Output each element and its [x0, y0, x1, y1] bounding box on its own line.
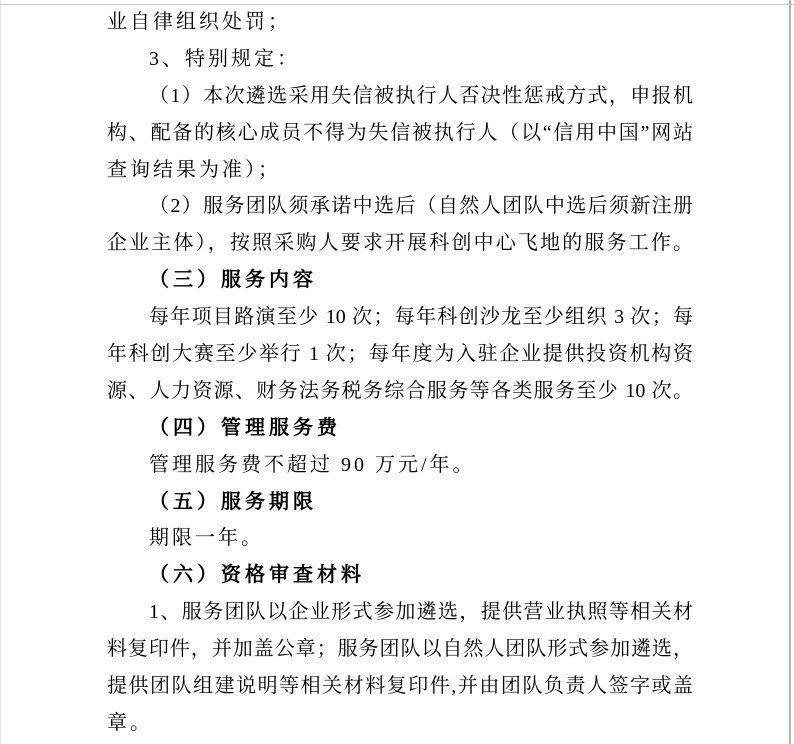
text-line: 料复印件，并加盖公章；服务团队以自然人团队形式参加遴选， — [107, 638, 693, 661]
text-line: 构、配备的核心成员不得为失信被执行人（以“信用中国”网站 — [107, 121, 693, 144]
page-left-edge — [0, 0, 1, 744]
text-line: 章。 — [107, 711, 153, 734]
text-line: 业自律组织处罚； — [107, 11, 291, 33]
text-line: 3、特别规定： — [149, 47, 300, 70]
page-right-edge — [789, 0, 791, 744]
heading-qualification-materials: （六）资格审查材料 — [149, 564, 365, 587]
text-line: 1、服务团队以企业形式参加遴选，提供营业执照等相关材 — [149, 601, 693, 624]
text-line: 企业主体），按照采购人要求开展科创中心飞地的服务工作。 — [107, 232, 693, 255]
text-line: （2）服务团队须承诺中选后（自然人团队中选后须新注册 — [149, 195, 693, 218]
text-line: （1）本次遴选采用失信被执行人否决性惩戒方式，申报机 — [149, 84, 693, 107]
heading-management-fee: （四）管理服务费 — [149, 416, 341, 439]
text-line: 源、人力资源、财务法务税务综合服务等各类服务至少 10 次。 — [107, 379, 693, 402]
text-line: 提供团队组建说明等相关材料复印件,并由团队负责人签字或盖 — [107, 675, 693, 698]
document-content — [107, 4, 693, 742]
text-line: 每年项目路演至少 10 次；每年科创沙龙至少组织 3 次；每 — [149, 306, 693, 329]
heading-service-content: （三）服务内容 — [149, 269, 317, 292]
text-line: 管理服务费不超过 90 万元/年。 — [149, 453, 476, 476]
text-line: 查询结果为准）； — [107, 158, 281, 181]
heading-service-period: （五）服务期限 — [149, 490, 317, 513]
text-line: 期限一年。 — [149, 527, 264, 550]
text-line: 年科创大赛至少举行 1 次；每年度为入驻企业提供投资机构资 — [107, 343, 693, 366]
